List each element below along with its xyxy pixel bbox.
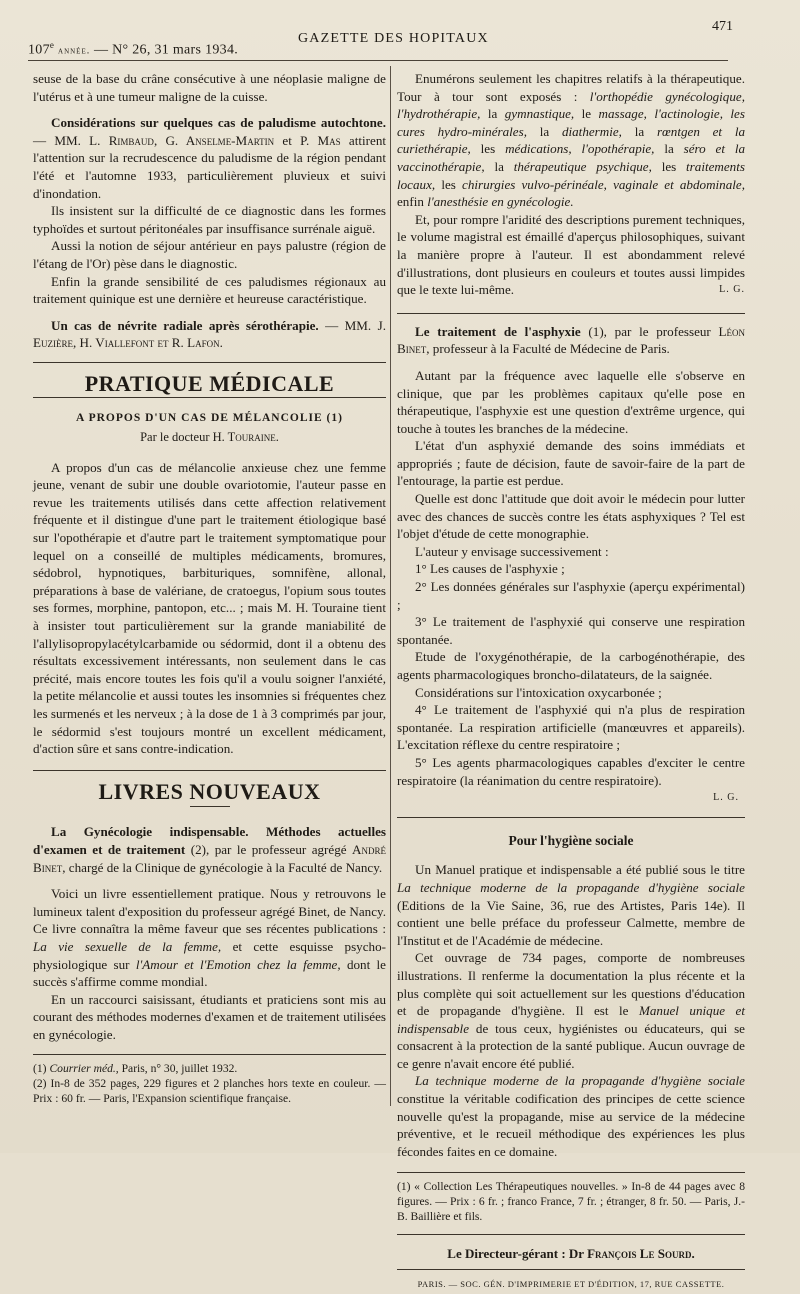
hygiene-p2-emph: Manuel unique et indispensable [397, 1003, 745, 1036]
nevrite-authors: J. Euzière, H. Viallefont et R. Lafon. [33, 317, 386, 351]
paludisme-title: Considérations sur quelques cas de paludisme autochtone. [51, 115, 386, 131]
cont-signature: L. G. [719, 284, 745, 296]
cont-p2: Et, pour rompre l'aridité des descriptions purement techniques, le volume magistral est émaillé d'aperçus philosophiques, suivant la manière propre à l'auteur. Il est abondamment relevé d'illustrations, dont plusieurs en couleurs et toutes aussi limpides que le texte lui-même. [397, 211, 745, 298]
hygiene-p1-book: La technique moderne de la propagande d'hygiène sociale [397, 879, 745, 895]
director-prefix: Le Directeur-gérant : Dr [447, 1246, 584, 1262]
paludisme-article: Considérations sur quelques cas de paludisme autochtone. — MM. L. Rimbaud, G. Anselme-Martin et P. Mas attirent l'attention sur la recrudescence du paludisme de la région pendant l'été et l'automne 1933, particulièrement pluvieux et suivi d'inondation. [33, 115, 387, 201]
cont-items-1: l'orthopédie gynécologique, l'hydrothérapie, [397, 88, 745, 122]
paludisme-authors-prefix: — MM. [33, 132, 90, 148]
cont-items-10: chirurgies vulvo-périnéale, vaginale et abdominale, [462, 176, 745, 192]
issue-year-sup: e [49, 40, 55, 50]
hygiene-p2 [397, 949, 745, 1072]
cont-j: les [441, 176, 456, 192]
asphyxie-p1: Autant par la fréquence avec laquelle elle s'observe en clinique, que par les problèmes capitaux qu'elle pose en thérapeutique, l'asphyxie est une question d'extrême urgence, qui touche à toutes les branches de la médecine. [397, 367, 745, 436]
issue-info [28, 40, 238, 59]
asphyxie-item-1: 1° Les causes de l'asphyxie ; [415, 561, 565, 577]
cont-items-3: massage, l'actinologie, les cures hydro-minérales, [397, 106, 745, 139]
header-rule [28, 60, 728, 61]
right-footnote [397, 1179, 745, 1224]
asphyxie-item-3c: Considérations sur l'intoxication oxycarbonée ; [415, 684, 662, 700]
column-divider [390, 66, 391, 1106]
footnote-1 [33, 1061, 386, 1076]
asphyxie-item-4: 4° Le traitement de l'asphyxié qui n'a plus de respiration spontanée. La respiration artificielle (manœuvres et appareils). L'excitation réflexe du centre respiratoire ; [397, 702, 745, 753]
director-rule [397, 1234, 745, 1235]
cont-f: les [480, 141, 496, 157]
section-rule-top [33, 362, 386, 363]
footnote-1-tail: Paris, n° 30, juillet 1932. [121, 1061, 238, 1075]
right-rule-2 [397, 817, 745, 818]
gyneco-continued [397, 70, 745, 211]
asphyxie-p4: L'auteur y envisage successivement : [415, 543, 609, 559]
issue-year: 107 [28, 42, 50, 58]
cont-a: Enumérons seulement les chapitres relatifs à la thérapeutique. Tour à tour sont exposés : [397, 71, 745, 104]
paludisme-author-1: L. Rimbaud [89, 132, 154, 148]
asphyxie-by: par le professeur [614, 323, 711, 339]
nevrite-authors-prefix: — MM. [325, 317, 372, 333]
issue-number-date: — N° 26, 31 mars 1934. [94, 42, 239, 58]
cont-items-9: traitements locaux, [397, 158, 745, 192]
gyneco-heading [33, 823, 386, 876]
gyneco-p1-b: et cette esquisse psycho-physiologique sur [33, 938, 386, 972]
hygiene-p2-b: de tous ceux, hygiénistes ou éducateurs, qui se consacrent à la protection de la santé publique. Aucun ouvrage de ce genre n'avait encore été publié. [397, 1020, 745, 1071]
asphyxie-item-3: 3° Le traitement de l'asphyxié qui conserve une respiration spontanée. [397, 614, 745, 647]
cont-i: les [661, 158, 677, 174]
cont-c: le [581, 106, 592, 122]
melancolie-body: A propos d'un cas de mélancolie anxieuse chez une femme jeune, venant de subir une double ovariotomie, l'auteur passe en revue les traitements utilisés dans cette affection relativement fréquente et il distingue d'une part le traitement étiologique basé sur l'opothérapie et d'autre part le traitement symptomatique pour lequel on a conseillé de multiples médicaments, bromures, sédobrol, hypnotiques, barbituriques, somnifène, allonal, préparations à base de valériane, de cratoegus, l'opium sous toutes ses formes, morphine, pantopon, etc... ; mais M. H. Touraine tient à insister tout particulièrement sur la grande maniabilité de l'allylisopropylacétylcarbamide ou sédormid, dont il a obtenu des résultats excessivement intéressants, non seulement dans le cas précité, mais encore toutes les fois qu'il a voulu soigner l'anxiété, la petite mélancolie et aussi toutes les insomnies si fréquentes chez les surmenés et les nerveux ; à la dose de 1 à 3 comprimés par jour, le sédormid s'est toujours montré un excellent médicament, d'action sûre et sans contre-indication. [33, 459, 386, 757]
cont-items-7: séro et la vaccinothérapie, [397, 141, 746, 174]
asphyxie-signature: L. G. [713, 792, 739, 804]
gyneco-note-ref: (2), [190, 841, 210, 857]
gyneco-p1-a: Voici un livre essentiellement pratique. Nous y retrouvons le lumineux talent d'exposition du professeur agrégé Binet, de Nancy. Ce livre connaîtra la même faveur que ses récentes publications : [33, 886, 386, 937]
hygiene-p3 [397, 1072, 745, 1160]
cont-items-11: l'anesthésie en gynécologie. [427, 194, 574, 210]
imprint-line: PARIS. — SOC. GÉN. D'IMPRIMERIE ET D'ÉDITION, 17, RUE CASSETTE. [417, 1279, 725, 1290]
paludisme-paragraph-4: Enfin la grande sensibilité de ces paludismes régionaux au traitement quinique est une dernière et heureuse caractéristique. [33, 273, 386, 307]
director-name: François Le Sourd. [587, 1246, 695, 1262]
hygiene-p2-a: Cet ouvrage de 734 pages, comporte de nombreuses illustrations. Il renferme la documentation la plus récente et la plus complète qui soit actuellement sur les questions d'éducation et de propagande d'hygiène. Il est le [397, 950, 745, 1019]
byline-prefix: Par le docteur [140, 430, 210, 445]
director-line [397, 1245, 745, 1263]
melancolie-title: A PROPOS D'UN CAS DE MÉLANCOLIE (1) [76, 411, 343, 424]
asphyxie-heading [397, 323, 745, 358]
asphyxie-p2: L'état d'un asphyxié demande des soins immédiats et appropriés ; faute de décision, faute de savoir-faire de la part de l'entourage, la partie est perdue. [397, 438, 745, 489]
asphyxie-author: Léon Binet, [397, 323, 746, 357]
cont-g: la [664, 141, 674, 157]
cont-b: la [487, 106, 498, 122]
right-rule-1 [397, 313, 745, 314]
footnote-1-journal: Courrier méd., [49, 1061, 119, 1075]
hygiene-p3-book: La technique moderne de la propagande d'hygiène sociale [415, 1073, 745, 1089]
asphyxie-item-3b: Etude de l'oxygénothérapie, de la carbogénothérapie, des agents pharmacologiques broncho-dilatateurs, de la saignée. [397, 649, 745, 682]
cont-h: la [494, 158, 504, 174]
asphyxie-note-ref: (1), [588, 323, 607, 339]
livres-rule-top [33, 770, 386, 771]
cont-items-6: médications, l'opothérapie, [505, 141, 655, 157]
asphyxie-by-tail: professeur à la Faculté de Médecine de Paris. [432, 341, 670, 357]
cont-e: la [634, 123, 645, 139]
gyneco-by-tail: chargé de la Clinique de gynécologie à la Faculté de Nancy. [68, 859, 383, 875]
paludisme-author-2: G. Anselme-Martin [165, 132, 275, 148]
cont-items-5: rœntgen et la curiethérapie, [397, 123, 746, 157]
gyneco-p1-book-1: La vie sexuelle de la femme, [33, 938, 222, 954]
nevrite-title: Un cas de névrite radiale après sérothérapie. [51, 317, 319, 333]
paludisme-author-3: P. Mas [300, 132, 341, 148]
section-rule-bottom [33, 397, 386, 398]
footnote-2: (2) In-8 de 352 pages, 229 figures et 2 planches hors texte en couleur. — Prix : 60 fr. — Paris, l'Expansion scientifique française. [33, 1076, 386, 1105]
asphyxie-item-5: 5° Les agents pharmacologiques capables d'exciter le centre respiratoire (la réanimation du centre respiratoire). [397, 754, 745, 788]
gyneco-p1-book-2: l'Amour et l'Emotion chez la femme, [135, 956, 341, 972]
footnote-1-num: (1) [33, 1061, 47, 1075]
nevrite-article [33, 317, 386, 352]
gyneco-paragraph-1 [33, 885, 386, 991]
cont-items-4: diathermie, [561, 123, 622, 139]
asphyxie-title: Le traitement de l'asphyxie [415, 323, 581, 339]
left-column [33, 70, 386, 1106]
cont-k: enfin [397, 194, 424, 210]
melancolie-byline [33, 429, 386, 447]
left-footnotes [33, 1061, 386, 1106]
paludisme-and: et [282, 132, 292, 148]
paludisme-paragraph-3: Aussi la notion de séjour antérieur en pays palustre (région de l'étang de l'Or) pèse dans le diagnostic. [33, 238, 386, 271]
hygiene-title: Pour l'hygiène sociale [508, 832, 634, 848]
hygiene-p1 [397, 861, 745, 949]
hygiene-p1-a: Un Manuel pratique et indispensable a été publié sous le titre [415, 862, 745, 878]
right-footnote-1: (1) « Collection Les Thérapeutiques nouvelles. » In-8 de 44 pages avec 8 figures. — Prix : 6 fr. ; franco France, 7 fr. ; étranger, 8 fr. 50. — Paris, J.-B. Baillière et fils. [397, 1180, 745, 1224]
gyneco-by: par le professeur agrégé [214, 841, 347, 857]
cont-items-2: gymnastique, [504, 106, 575, 122]
right-column [397, 70, 745, 1294]
gyneco-p1-c: dont le succès s'affirme comme mondial. [33, 956, 386, 990]
hygiene-p3-b: constitue la véritable codification des principes de cette science nouvelle qu'est la propagande, mise au service de la médecine préventive, et le recueil méthodique des expériences les plus fécondes faites en ce domaine. [397, 1091, 745, 1159]
asphyxie-item-2: 2° Les données générales sur l'asphyxie (aperçu expérimental) ; [397, 579, 745, 612]
section-title-pratique-medicale: PRATIQUE MÉDICALE [84, 370, 335, 396]
gyneco-continued-2 [397, 211, 745, 299]
page-number: 471 [712, 19, 733, 34]
hygiene-p1-b: (Editions de la Vie Saine, 36, rue des Artistes, Paris 14e). Il contient une belle préface du professeur Calmette, membre de l'Institut et de l'Académie de médecine. [397, 897, 745, 948]
right-notes-rule [397, 1172, 745, 1173]
imprint-rule [397, 1269, 745, 1270]
cont-items-8: thérapeutique psychique, [513, 158, 652, 174]
section-title-livres-nouveaux: LIVRES NOUVEAUX [98, 778, 321, 804]
journal-title: GAZETTE DES HOPITAUX [298, 31, 489, 46]
gyneco-author: André Binet, [33, 841, 386, 875]
gyneco-title: La Gynécologie indispensable. Méthodes actuelles d'examen et de traitement [33, 824, 386, 857]
byline-author: H. Touraine. [212, 430, 279, 445]
cont-d: la [539, 123, 550, 139]
paludisme-paragraph-2: Ils insistent sur la difficulté de ce diagnostic dans les formes typhoïdes et surtout péritonéales par insuffisance surrénale aiguë. [33, 203, 386, 236]
paludisme-body: attirent l'attention sur la recrudescence du paludisme de la région pendant l'été et l'automne 1933, particulièrement pluvieux et suivi d'inondation. [33, 132, 387, 201]
livres-short-rule [190, 806, 230, 807]
left-notes-rule [33, 1054, 386, 1055]
continued-paragraph: seuse de la base du crâne consécutive à une néoplasie maligne de l'utérus et à une tumeur maligne de la cuisse. [33, 71, 386, 104]
asphyxie-p3: Quelle est donc l'attitude que doit avoir le médecin pour lutter avec des chances de succès contre les états asphyxiques ? Tel est l'objet d'étude de cette monographie. [397, 491, 745, 542]
issue-annee: année. [58, 45, 91, 57]
gyneco-paragraph-2: En un raccourci saisissant, étudiants et praticiens sont mis au courant des méthodes modernes d'examen et de traitement utilisées en gynécologie. [33, 991, 386, 1042]
